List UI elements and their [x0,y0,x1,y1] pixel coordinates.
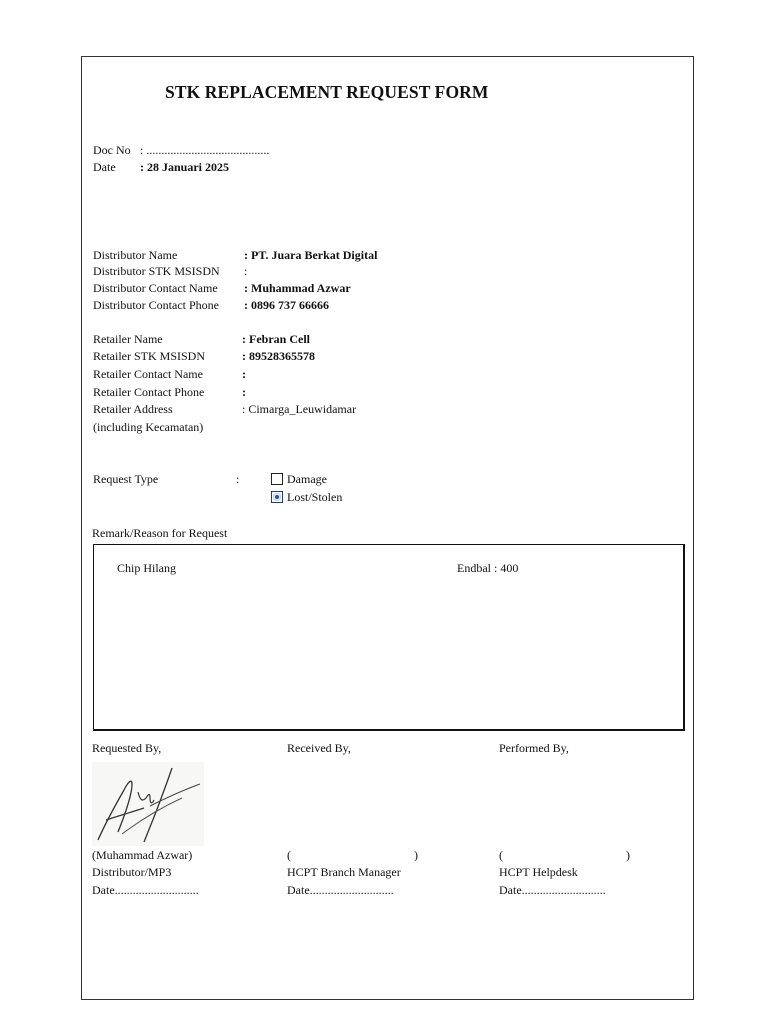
retailer-name-label: Retailer Name [93,332,163,346]
distributor-msisdn-label: Distributor STK MSISDN [93,264,220,278]
performer-name-close: ) [626,848,630,862]
retailer-contact-phone-value: : [242,385,246,399]
remark-text: Chip Hilang [117,561,176,575]
retailer-msisdn-label: Retailer STK MSISDN [93,349,205,363]
distributor-contact-name-label: Distributor Contact Name [93,281,218,295]
distributor-msisdn-value: : [244,264,248,278]
receiver-name-open: ( [287,848,291,862]
distributor-contact-phone-value: : 0896 737 66666 [244,298,329,312]
lost-stolen-option-label: Lost/Stolen [287,490,343,504]
receiver-role: HCPT Branch Manager [287,865,401,879]
retailer-name-value: : Febran Cell [242,332,310,346]
remark-endbal: Endbal : 400 [457,561,519,575]
damage-option-label: Damage [287,472,327,486]
retailer-contact-name-value: : [242,367,246,381]
distributor-contact-phone-label: Distributor Contact Phone [93,298,219,312]
date-value: : 28 Januari 2025 [140,160,230,174]
receiver-date: Date............................ [287,883,394,897]
retailer-contact-phone-label: Retailer Contact Phone [93,385,205,399]
distributor-name-label: Distributor Name [93,248,178,262]
remark-label: Remark/Reason for Request [92,526,228,540]
signature-image [92,762,204,846]
distributor-contact-name-value: : Muhammad Azwar [244,281,351,295]
requested-by-label: Requested By, [92,741,162,755]
performer-date: Date............................ [499,883,606,897]
distributor-name-value: : PT. Juara Berkat Digital [244,248,378,262]
retailer-contact-name-label: Retailer Contact Name [93,367,203,381]
doc-no-label: Doc No [93,143,131,157]
lost-stolen-checkbox[interactable] [271,491,283,503]
remark-box[interactable] [93,544,685,731]
retailer-address-label: Retailer Address [93,402,173,416]
form-title: STK REPLACEMENT REQUEST FORM [165,82,489,102]
retailer-msisdn-value: : 89528365578 [242,349,315,363]
requester-name: (Muhammad Azwar) [92,848,193,862]
received-by-label: Received By, [287,741,351,755]
retailer-address-label-2: (including Kecamatan) [93,420,204,434]
performed-by-label: Performed By, [499,741,569,755]
date-label: Date [93,160,116,174]
doc-no-value: : ......................................... [140,143,270,157]
request-type-label: Request Type [93,472,159,486]
request-type-colon: : [236,472,240,486]
damage-checkbox[interactable] [271,473,283,485]
performer-name-open: ( [499,848,503,862]
requester-role: Distributor/MP3 [92,865,172,879]
performer-role: HCPT Helpdesk [499,865,578,879]
requester-date: Date............................ [92,883,199,897]
checked-radio-icon [273,493,281,501]
receiver-name-close: ) [414,848,418,862]
retailer-address-value: : Cimarga_Leuwidamar [242,402,357,416]
